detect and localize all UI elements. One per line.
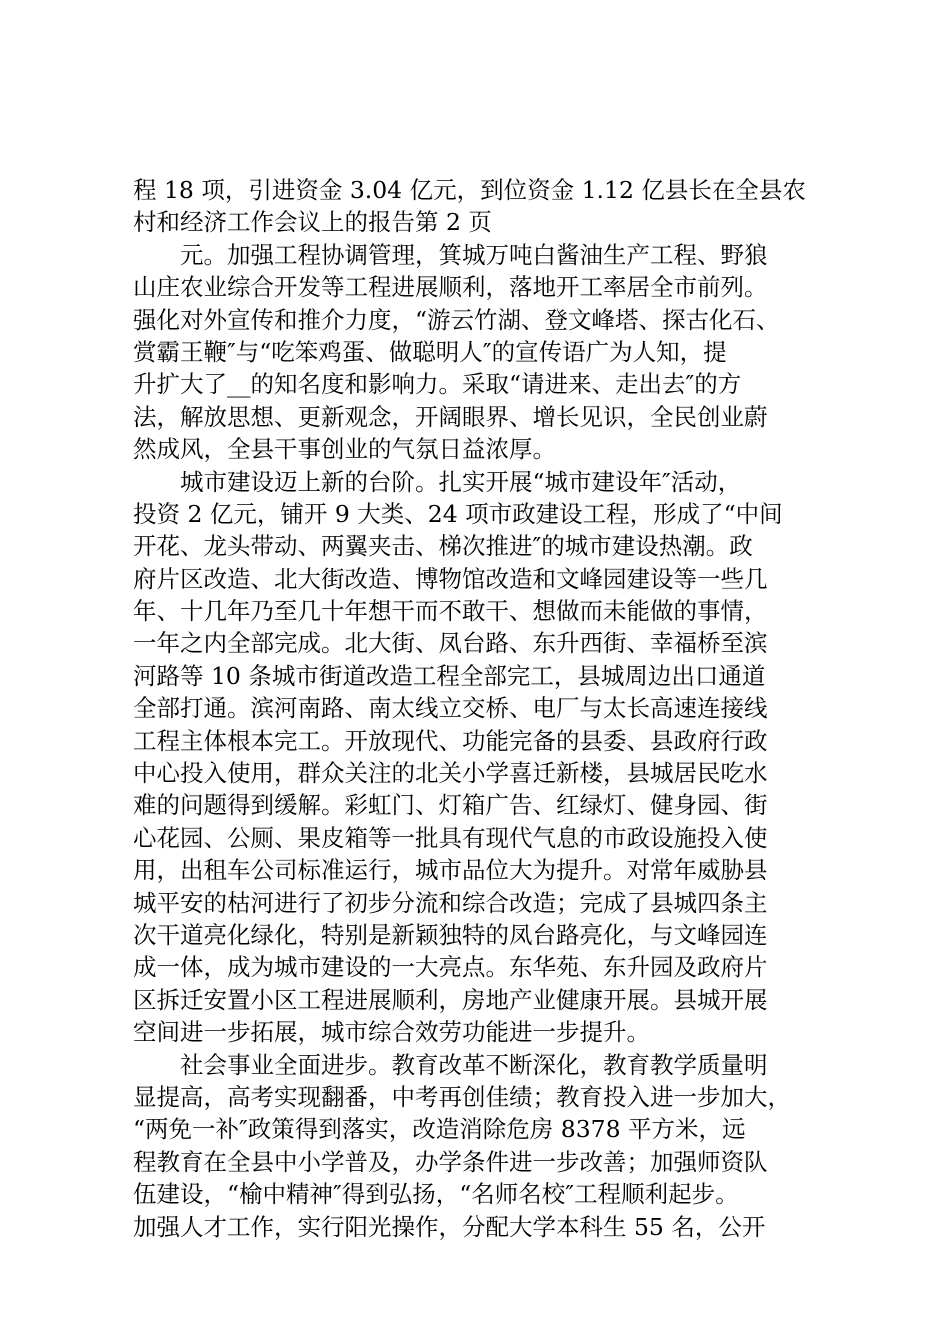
text-line: 工程主体根本完工。开放现代、功能完备的县委、县政府行政 [133,726,768,755]
text-line: 伍建设，“榆中精神″得到弘扬，“名师名校″工程顺利起步。 [133,1180,739,1209]
text-line: 河路等 10 条城市街道改造工程全部完工，县城周边出口通道 [133,661,766,690]
paragraph-start: 元。加强工程协调管理，箕城万吨白酱油生产工程、野狼 [180,240,768,269]
text-line: 山庄农业综合开发等工程进展顺利，落地开工率居全市前列。 [133,273,768,302]
text-line: 程教育在全县中小学普及，办学条件进一步改善；加强师资队 [133,1147,768,1176]
text-line: 一年之内全部完成。北大街、凤台路、东升西街、幸福桥至滨 [133,629,768,658]
text-line: 法，解放思想、更新观念，开阔眼界、增长见识，全民创业蔚 [133,402,768,431]
text-line: 难的问题得到缓解。彩虹门、灯箱广告、红绿灯、健身园、街 [133,791,768,820]
text-line: 投资 2 亿元，铺开 9 大类、24 项市政建设工程，形成了“中间 [133,499,783,528]
text-line: 心花园、公厕、果皮箱等一批具有现代气息的市政设施投入使 [133,823,768,852]
text-line: 城平安的枯河进行了初步分流和综合改造；完成了县城四条主 [133,888,768,917]
text-line: 用，出租车公司标准运行，城市品位大为提升。对常年威胁县 [133,856,768,885]
text-line: 然成风，全县干事创业的气氛日益浓厚。 [133,435,556,464]
text-line: 开花、龙头带动、两翼夹击、梯次推进″的城市建设热潮。政 [133,532,753,561]
text-line: 赏霸王鞭″与“吃笨鸡蛋、做聪明人″的宣传语广为人知，提 [133,337,727,366]
text-line: “两免一补″政策得到落实，改造消除危房 8378 平方米，远 [133,1115,746,1144]
text-line: 程 18 项，引进资金 3.04 亿元，到位资金 1.12 亿县长在全县农 [133,176,806,204]
text-line: 全部打通。滨河南路、南太线立交桥、电厂与太长高速连接线 [133,694,768,723]
text-line: 区拆迁安置小区工程进展顺利，房地产业健康开展。县城开展 [133,985,768,1014]
text-line: 府片区改造、北大街改造、博物馆改造和文峰园建设等一些几 [133,564,768,593]
text-line: 次干道亮化绿化，特别是新颖独特的凤台路亮化，与文峰园连 [133,920,768,949]
text-line: 空间进一步拓展，城市综合效劳功能进一步提升。 [133,1018,650,1047]
paragraph-start: 城市建设迈上新的台阶。扎实开展“城市建设年″活动， [180,467,742,496]
text-line: 村和经济工作会议上的报告第 2 页 [133,208,492,237]
text-line: 加强人才工作，实行阳光操作，分配大学本科生 55 名，公开 [133,1212,766,1241]
body-text [133,174,833,1243]
text-line: 显提高，高考实现翻番，中考再创佳绩；教育投入进一步加大， [133,1082,791,1111]
text-line: 中心投入使用，群众关注的北关小学喜迁新楼，县城居民吃水 [133,759,768,788]
text-line: 成一体，成为城市建设的一大亮点。东华苑、东升园及政府片 [133,953,768,982]
text-line: 年、十几年乃至几十年想干而不敢干、想做而未能做的事情， [133,597,768,626]
paragraph-start: 社会事业全面进步。教育改革不断深化，教育教学质量明 [180,1050,768,1079]
text-line: 升扩大了__的知名度和影响力。采取“请进来、走出去″的方 [133,370,742,399]
text-line: 强化对外宣传和推介力度，“游云竹湖、登文峰塔、探古化石、 [133,305,780,334]
